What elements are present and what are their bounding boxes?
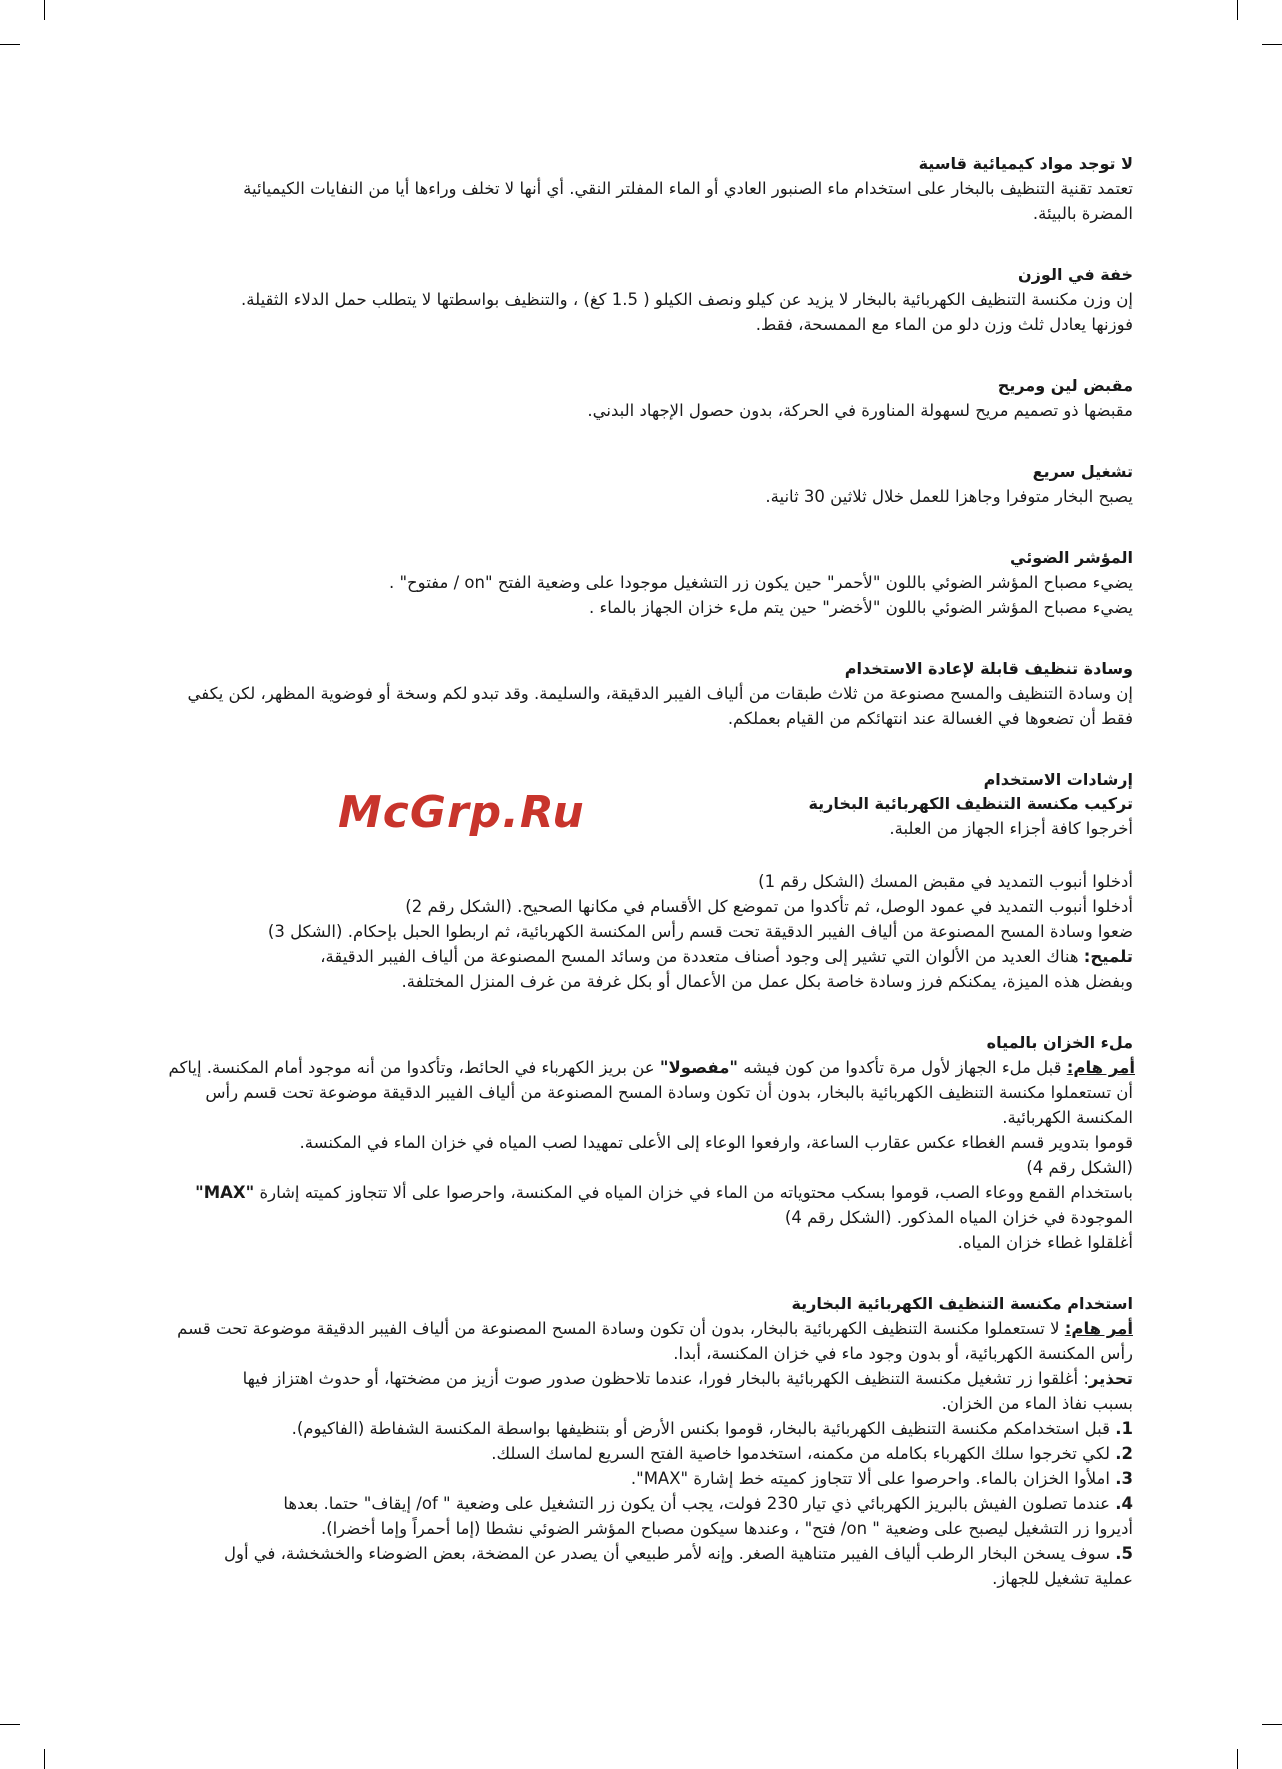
paragraph-line: ضعوا وسادة المسح المصنوعة من ألياف الفيبر الدقيقة تحت قسم رأس المكنسة الكهربائية، ثم اربطوا الحبل بإحكام. (الشكل 3) [267,922,1133,941]
paragraph-line: أخرجوا كافة أجزاء الجهاز من العلبة. [889,819,1133,838]
step-number: 5. [1115,1544,1133,1563]
section-subtitle: تركيب مكنسة التنظيف الكهربائية البخارية [808,794,1133,813]
step-text: عندما تصلون الفيش بالبريز الكهربائي ذي تيار 230 فولت، يجب أن يكون زر التشغيل على وضعية " of/ إيقاف" حتما. بعدها [283,1494,1116,1513]
crop-mark-top-right-h [1262,44,1282,45]
important-line [128,1316,1133,1341]
section-title: وسادة تنظيف قابلة لإعادة الاستخدام [844,659,1133,678]
step-text: سوف يسخن البخار الرطب ألياف الفيبر متناهية الصغر. وإنه لأمر طبيعي أن يصدر عن المضخة، بعض الضوضاء والخشخشة، في أول [224,1544,1116,1563]
crop-mark-top-left-h [0,44,20,45]
tip-text: هناك العديد من الألوان التي تشير إلى وجود أصناف متعددة من وسائد المسح المصنوعة من ألياف الفيبر الدقيقة، [320,947,1084,966]
paragraph-line: المضرة بالبيئة. [1032,204,1133,223]
warning-label: تحذير [1088,1369,1133,1388]
section-instructions [128,768,1133,994]
paragraph-line: المكنسة الكهربائية. [1002,1108,1133,1127]
paragraph-line: إن وسادة التنظيف والمسح مصنوعة من ثلاث طبقات من ألياف الفيبر الدقيقة، والسليمة. وقد تبدو لكم وسخة أو فوضوية المظهر، لكن يكفي [187,684,1133,703]
important-label: أمر هام: [1066,1058,1135,1077]
paragraph-line: أغلقلوا غطاء خزان المياه. [957,1233,1133,1252]
paragraph-line: يضيء مصباح المؤشر الضوئي باللون "لأخضر" حين يتم ملء خزان الجهاز بالماء . [589,598,1133,617]
crop-mark-top-right-v [1237,0,1238,20]
paragraph-line: بسبب نفاذ الماء من الخزان. [941,1394,1133,1413]
step-text: لكي تخرجوا سلك الكهرباء بكامله من مكمنه، استخدموا خاصية الفتح السريع لماسك السلك. [491,1444,1116,1463]
crop-mark-top-left-v [44,0,45,20]
section-no-chemicals [128,152,1133,226]
step-item [128,1541,1133,1566]
section-title: استخدام مكنسة التنظيف الكهربائية البخارية [791,1294,1133,1313]
important-label: أمر هام: [1064,1319,1133,1338]
paragraph-line: إن وزن مكنسة التنظيف الكهربائية بالبخار لا يزيد عن كيلو ونصف الكيلو ( 1.5 كغ) ، والتنظيف بواسطتها لا يتطلب حمل الدلاء الثقيلة. [241,290,1133,309]
step-number: 1. [1115,1419,1133,1438]
paragraph-line: قوموا بتدوير قسم الغطاء عكس عقارب الساعة، وارفعوا الوعاء إلى الأعلى تمهيدا لصب المياه في خزان الماء في المكنسة. [299,1133,1133,1152]
step-item [128,1441,1133,1466]
crop-mark-bottom-left-v [44,1749,45,1769]
paragraph-line: عملية تشغيل للجهاز. [992,1569,1133,1588]
unplugged-emphasis: "مفصولا" [659,1058,739,1077]
section-title: لا توجد مواد كيميائية قاسية [918,154,1133,173]
tip-label: تلميح: [1083,947,1133,966]
paragraph-line: أديروا زر التشغيل ليصبح على وضعية " on/ فتح" ، وعندها سيكون مصباح المؤشر الضوئي نشطا (إما أحمراً وإما أخضرا). [320,1519,1133,1538]
step-item [128,1491,1133,1516]
warning-line [128,1366,1133,1391]
crop-mark-bottom-right-h [1262,1724,1282,1725]
paragraph-line: (الشكل رقم 4) [1026,1158,1133,1177]
paragraph-line: يصبح البخار متوفرا وجاهزا للعمل خلال ثلاثين 30 ثانية. [765,487,1133,506]
step-number: 3. [1115,1469,1133,1488]
step-text: قبل استخدامكم مكنسة التنظيف الكهربائية بالبخار، قوموا بكنس الأرض أو بتنظيفها بواسطة المكنسة الشفاطة (الفاكيوم). [291,1419,1116,1438]
paragraph-line [128,1180,1133,1205]
watermark: McGrp.Ru [338,787,585,838]
section-quick-start [128,460,1133,509]
paragraph-line: تعتمد تقنية التنظيف بالبخار على استخدام ماء الصنبور العادي أو الماء المفلتر النقي. أي أنها لا تخلف وراءها أيا من النفايات الكيميائية [243,179,1133,198]
paragraph-text: : أغلقوا زر تشغيل مكنسة التنظيف الكهربائية بالبخار فورا، عندما تلاحظون صدور صوت أزيز من مضختها، أو حدوث اهتزاز فيها [242,1369,1089,1388]
section-fill-tank [128,1031,1133,1255]
paragraph-text: لا تستعملوا مكنسة التنظيف الكهربائية بالبخار، بدون أن تكون وسادة المسح المصنوعة من ألياف الفيبر الدقيقة موضوعة تحت قسم [177,1319,1065,1338]
section-title: المؤشر الضوئي [1010,548,1133,567]
section-title: خفة في الوزن [1018,265,1133,284]
paragraph-text: باستخدام القمع ووعاء الصب، قوموا بسكب محتوياته من الماء في خزان المياه في المكنسة، واحرصوا على ألا تتجاوز كميته إشارة [254,1183,1133,1202]
paragraph-line: مقبضها ذو تصميم مريح لسهولة المناورة في الحركة، بدون حصول الإجهاد البدني. [587,401,1133,420]
section-indicator-light [128,546,1133,620]
section-title: تشغيل سريع [1032,462,1133,481]
paragraph-line: الموجودة في خزان المياه المذكور. (الشكل رقم 4) [784,1208,1133,1227]
step-item [128,1416,1133,1441]
crop-mark-bottom-left-h [0,1724,20,1725]
step-number: 2. [1115,1444,1133,1463]
paragraph-line: أدخلوا أنبوب التمديد في مقبض المسك (الشكل رقم 1) [758,872,1133,891]
step-item [128,1466,1133,1491]
step-number: 4. [1115,1494,1133,1513]
section-light-weight [128,263,1133,337]
section-title: مقبض لين ومريح [997,376,1133,395]
section-title: ملء الخزان بالمياه [986,1033,1133,1052]
tip-line [128,944,1133,969]
section-title: إرشادات الاستخدام [983,770,1133,789]
paragraph-line: أن تستعملوا مكنسة التنظيف الكهربائية بالبخار، بدون أن تكون وسادة المسح المصنوعة من ألياف الفيبر الدقيقة موضوعة تحت قسم رأس [205,1083,1133,1102]
step-text: املأوا الخزان بالماء. واحرصوا على ألا تتجاوز كميته خط إشارة "MAX". [630,1469,1116,1488]
section-use [128,1292,1133,1591]
paragraph-line: وبفضل هذه الميزة، يمكنكم فرز وسادة خاصة بكل عمل من الأعمال أو بكل غرفة من غرف المنزل المختلفة. [401,972,1133,991]
document-page [128,152,1133,1628]
paragraph-line: فقط أن تضعوها في الغسالة عند انتهائكم من القيام بعملكم. [727,709,1133,728]
paragraph-text: عن بريز الكهرباء في الحائط، وتأكدوا من أنه موجود أمام المكنسة. إياكم [168,1058,660,1077]
paragraph-text: قبل ملء الجهاز لأول مرة تأكدوا من كون فيشه [738,1058,1067,1077]
important-line [128,1055,1135,1080]
paragraph-line: أدخلوا أنبوب التمديد في عمود الوصل، ثم تأكدوا من تموضع كل الأقسام في مكانها الصحيح. (الشكل رقم 2) [405,897,1133,916]
paragraph-line: فوزنها يعادل ثلث وزن دلو من الماء مع الممسحة، فقط. [755,315,1133,334]
max-emphasis: "MAX" [195,1183,255,1202]
crop-mark-bottom-right-v [1237,1749,1238,1769]
section-handle [128,374,1133,423]
section-reusable-pad [128,657,1133,731]
paragraph-line: يضيء مصباح المؤشر الضوئي باللون "لأحمر" حين يكون زر التشغيل موجودا على وضعية الفتح "on / مفتوح" . [388,573,1133,592]
paragraph-line: رأس المكنسة الكهربائية، أو بدون وجود ماء في خزان المكنسة، أبدا. [673,1344,1133,1363]
